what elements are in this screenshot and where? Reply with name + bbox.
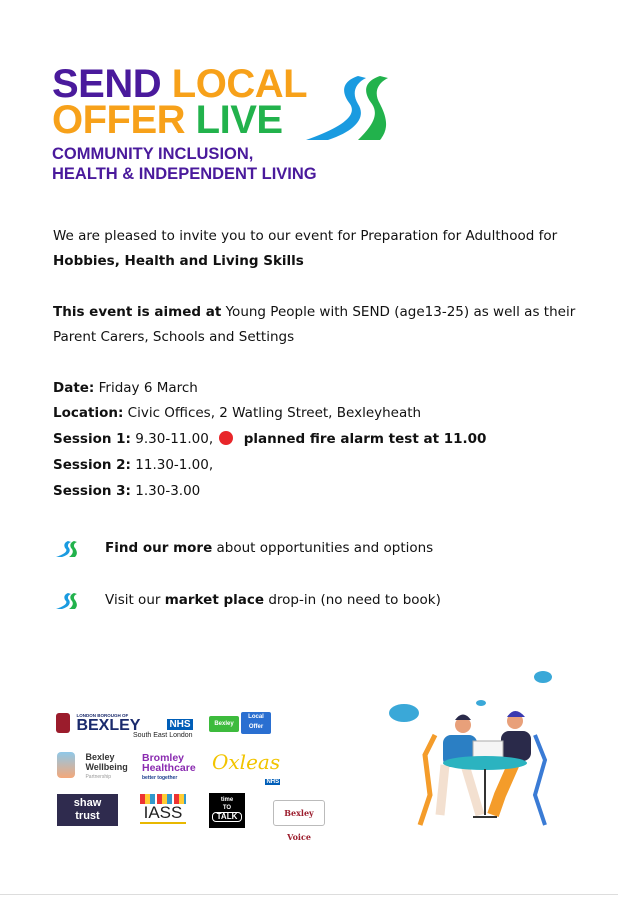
bexley-wellbeing-logo: Bexley Wellbeing Partnership: [57, 752, 128, 782]
event-title: Hobbies, Health and Living Skills: [53, 253, 304, 269]
logo-offer: OFFER: [52, 98, 186, 142]
road-bullet-icon: [56, 592, 78, 610]
logo-subtitle-2: HEALTH & INDEPENDENT LIVING: [52, 165, 317, 183]
bullet-market-place: Visit our market place drop-in (no need to book): [105, 592, 441, 608]
session-2-line: Session 2: 11.30-1.00,: [53, 457, 214, 473]
date-line: Date: Friday 6 March: [53, 380, 198, 396]
bullet-find-out-more: Find our more about opportunities and options: [105, 540, 434, 556]
bexley-local-offer-logo: Bexley Local Offer: [209, 712, 271, 734]
bexley-voice-logo: Bexley Voice: [273, 800, 325, 826]
bromley-healthcare-logo: Bromley Healthcare better together: [142, 752, 196, 781]
location-line: Location: Civic Offices, 2 Watling Street, Bexleyheath: [53, 405, 422, 421]
logo-live: LIVE: [195, 98, 283, 142]
iass-logo: IASS: [140, 794, 186, 824]
session-3-line: Session 3: 1.30-3.00: [53, 483, 201, 499]
fire-alarm-icon: [219, 431, 233, 445]
logo-local: LOCAL: [171, 62, 308, 106]
intro-text: We are pleased to invite you to our event for Preparation for Adulthood for: [53, 228, 558, 244]
page-divider: [0, 894, 618, 895]
nhs-sel-logo: NHS South East London: [133, 719, 193, 739]
aimed-line-2: Parent Carers, Schools and Settings: [53, 329, 295, 345]
session-1-line: Session 1: 9.30-11.00, planned fire alarm test at 11.00: [53, 431, 487, 447]
logo-subtitle-1: COMMUNITY INCLUSION,: [52, 145, 254, 163]
aimed-line-1: This event is aimed at Young People with SEND (age13-25) as well as their: [53, 304, 576, 320]
shaw-trust-logo: shaw trust: [57, 794, 118, 826]
road-bullet-icon: [56, 540, 78, 558]
logo-send: SEND: [52, 62, 162, 106]
people-at-table-illustration: [385, 665, 560, 830]
bexley-council-logo: LONDON BOROUGH OF BEXLEY: [56, 713, 140, 733]
send-local-offer-logo: [52, 62, 317, 184]
time-to-talk-logo: time TO TALK: [209, 793, 245, 828]
oxleas-logo: Oxleas NHS: [212, 750, 281, 785]
road-logo-icon: [300, 72, 390, 144]
